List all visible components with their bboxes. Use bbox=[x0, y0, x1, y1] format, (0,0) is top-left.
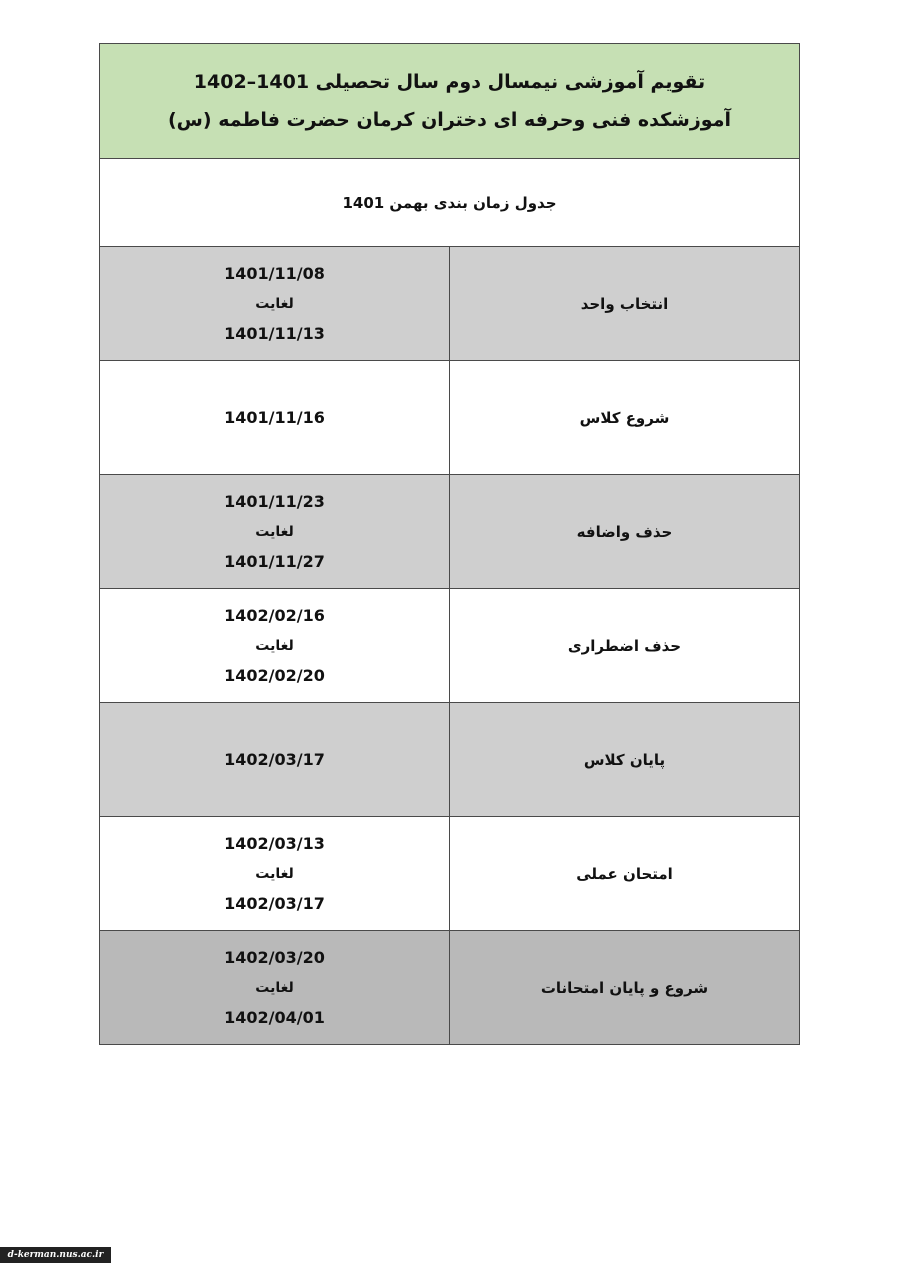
date-from: 1401/11/23 bbox=[224, 491, 325, 511]
row-label: انتخاب واحد bbox=[450, 247, 800, 361]
table-row bbox=[100, 475, 800, 589]
schedule-subtitle-row bbox=[100, 159, 800, 247]
row-dates bbox=[100, 247, 450, 361]
row-dates bbox=[100, 817, 450, 931]
date-to: 1401/11/27 bbox=[224, 551, 325, 571]
table-row bbox=[100, 247, 800, 361]
table-row bbox=[100, 931, 800, 1045]
date-separator: لغایت bbox=[255, 523, 294, 540]
calendar-header bbox=[100, 44, 800, 159]
date-separator: لغایت bbox=[255, 979, 294, 996]
date-separator: لغایت bbox=[255, 295, 294, 312]
date-separator: لغایت bbox=[255, 637, 294, 654]
date-from: 1402/03/13 bbox=[224, 833, 325, 853]
calendar-title: تقویم آموزشی نیمسال دوم سال تحصیلی 1401–1402 bbox=[193, 71, 706, 93]
date-to: 1401/11/13 bbox=[224, 323, 325, 343]
row-label: شروع و پایان امتحانات bbox=[450, 931, 800, 1045]
row-label: حذف اضطراری bbox=[450, 589, 800, 703]
row-label: پایان کلاس bbox=[450, 703, 800, 817]
date-single: 1401/11/16 bbox=[224, 407, 325, 427]
row-dates bbox=[100, 475, 450, 589]
table-row bbox=[100, 817, 800, 931]
schedule-subtitle: جدول زمان بندی بهمن 1401 bbox=[100, 159, 800, 247]
table-row bbox=[100, 589, 800, 703]
date-separator: لغایت bbox=[255, 865, 294, 882]
date-to: 1402/03/17 bbox=[224, 893, 325, 913]
academic-calendar-table bbox=[99, 43, 800, 1045]
row-label: امتحان عملی bbox=[450, 817, 800, 931]
calendar-header-row bbox=[100, 44, 800, 159]
institution-name: آموزشکده فنی وحرفه ای دختران کرمان حضرت فاطمه (س) bbox=[168, 109, 731, 131]
row-label: حذف واضافه bbox=[450, 475, 800, 589]
date-single: 1402/03/17 bbox=[224, 749, 325, 769]
table-row bbox=[100, 361, 800, 475]
site-url-badge: d-kerman.nus.ac.ir bbox=[0, 1247, 111, 1263]
row-dates bbox=[100, 589, 450, 703]
row-dates bbox=[100, 931, 450, 1045]
row-dates bbox=[100, 361, 450, 475]
date-from: 1402/02/16 bbox=[224, 605, 325, 625]
row-label: شروع کلاس bbox=[450, 361, 800, 475]
date-from: 1401/11/08 bbox=[224, 263, 325, 283]
date-to: 1402/04/01 bbox=[224, 1007, 325, 1027]
date-from: 1402/03/20 bbox=[224, 947, 325, 967]
date-to: 1402/02/20 bbox=[224, 665, 325, 685]
row-dates bbox=[100, 703, 450, 817]
table-row bbox=[100, 703, 800, 817]
